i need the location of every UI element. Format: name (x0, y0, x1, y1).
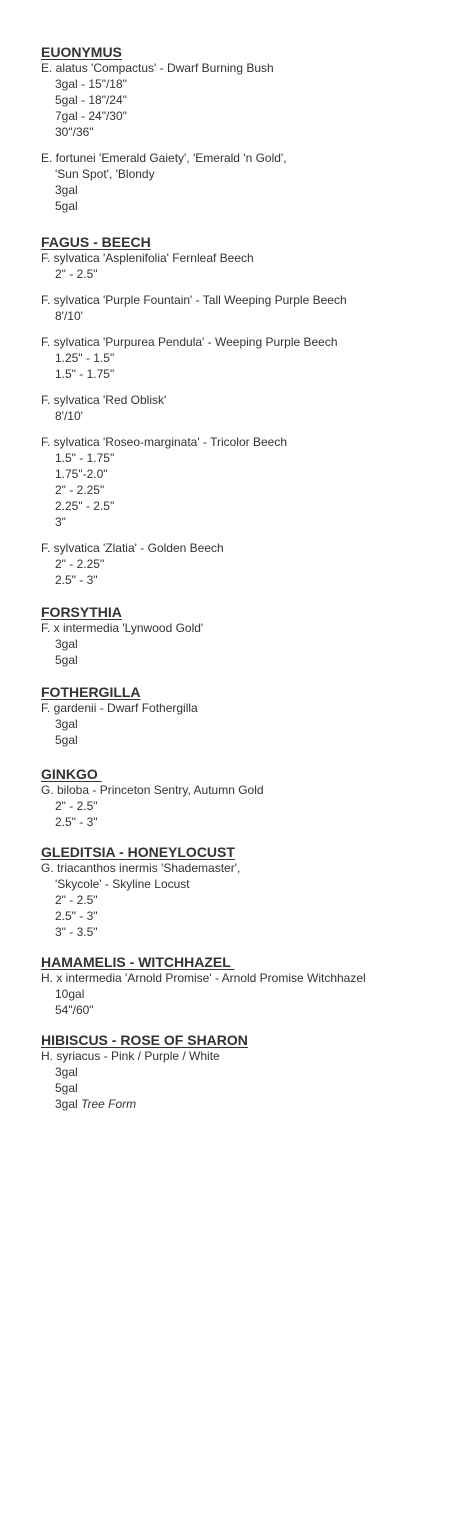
genus-heading: HAMAMELIS - WITCHHAZEL (41, 954, 235, 970)
plant-size (41, 1002, 442, 1018)
plant-size (41, 450, 442, 466)
genus-section (41, 954, 442, 1018)
genus-section (41, 44, 442, 214)
genus-heading: FAGUS - BEECH (41, 234, 151, 250)
size-value: 3gal (55, 1097, 78, 1111)
plant-entry (41, 700, 442, 748)
size-value: 5gal (55, 653, 78, 667)
plant-size (41, 814, 442, 830)
size-value: 3gal (55, 717, 78, 731)
plant-entry (41, 60, 442, 140)
plant-size (41, 108, 442, 124)
genus-heading: GINKGO (41, 766, 102, 782)
nursery-plant-list (41, 28, 442, 1112)
plant-size (41, 798, 442, 814)
size-value: 2.5" - 3" (55, 909, 98, 923)
plant-size (41, 350, 442, 366)
plant-size (41, 514, 442, 530)
size-value: 3" (55, 515, 66, 529)
plant-size (41, 182, 442, 198)
size-value: 2.25" - 2.5" (55, 499, 115, 513)
genus-section (41, 1032, 442, 1112)
plant-entry (41, 250, 442, 282)
size-value: 3gal - 15"/18" (55, 77, 127, 91)
plant-size (41, 76, 442, 92)
plant-size (41, 482, 442, 498)
plant-size (41, 924, 442, 940)
plant-entry (41, 334, 442, 382)
plant-entry (41, 620, 442, 668)
size-value: 30"/36" (55, 125, 94, 139)
size-value: 1.5" - 1.75" (55, 367, 115, 381)
plant-name: F. sylvatica 'Asplenifolia' Fernleaf Beech (41, 251, 254, 265)
genus-section (41, 766, 442, 830)
size-value: 2" - 2.5" (55, 893, 98, 907)
plant-size (41, 408, 442, 424)
size-value: 2.5" - 3" (55, 573, 98, 587)
plant-size (41, 716, 442, 732)
size-value: 3gal (55, 1065, 78, 1079)
plant-size (41, 124, 442, 140)
size-value: 2" - 2.5" (55, 799, 98, 813)
genus-section (41, 234, 442, 588)
plant-entry (41, 434, 442, 530)
plant-name: F. sylvatica 'Zlatia' - Golden Beech (41, 541, 224, 555)
plant-name: F. sylvatica 'Red Oblisk' (41, 393, 167, 407)
size-value: 1.5" - 1.75" (55, 451, 115, 465)
size-value: 8'/10' (55, 309, 83, 323)
size-value: 2" - 2.25" (55, 557, 105, 571)
plant-entry (41, 1048, 442, 1112)
plant-size (41, 636, 442, 652)
plant-size (41, 498, 442, 514)
size-value: 2" - 2.25" (55, 483, 105, 497)
plant-size (41, 572, 442, 588)
genus-section (41, 684, 442, 748)
size-value: 2" - 2.5" (55, 267, 98, 281)
plant-name: F. gardenii - Dwarf Fothergilla (41, 701, 198, 715)
plant-size (41, 1080, 442, 1096)
plant-size (41, 466, 442, 482)
plant-size (41, 892, 442, 908)
size-value: 3" - 3.5" (55, 925, 98, 939)
plant-entry (41, 392, 442, 424)
size-value: 1.25" - 1.5" (55, 351, 115, 365)
plant-name: F. sylvatica 'Purple Fountain' - Tall Weeping Purple Beech (41, 293, 347, 307)
plant-entry (41, 860, 442, 940)
plant-entry (41, 292, 442, 324)
plant-name: E. fortunei 'Emerald Gaiety', 'Emerald 'n Gold', (41, 151, 287, 165)
plant-size (41, 1096, 442, 1112)
plant-name: H. syriacus - Pink / Purple / White (41, 1049, 220, 1063)
size-value: 1.75"-2.0" (55, 467, 108, 481)
plant-name: G. biloba - Princeton Sentry, Autumn Gold (41, 783, 264, 797)
plant-entry (41, 970, 442, 1018)
plant-entry (41, 782, 442, 830)
size-value: 5gal (55, 199, 78, 213)
size-value: 5gal (55, 1081, 78, 1095)
size-value: 5gal (55, 733, 78, 747)
size-value: 3gal (55, 183, 78, 197)
plant-size (41, 366, 442, 382)
plant-size (41, 652, 442, 668)
plant-size (41, 92, 442, 108)
size-value: 54"/60" (55, 1003, 94, 1017)
plant-size (41, 198, 442, 214)
plant-name: F. sylvatica 'Purpurea Pendula' - Weeping Purple Beech (41, 335, 338, 349)
size-value: 10gal (55, 987, 85, 1001)
plant-size (41, 908, 442, 924)
plant-size (41, 732, 442, 748)
plant-name: 'Sun Spot', 'Blondy (55, 167, 155, 181)
plant-size (41, 1064, 442, 1080)
genus-heading: FORSYTHIA (41, 604, 122, 620)
plant-name: 'Skycole' - Skyline Locust (55, 877, 190, 891)
size-value: 5gal - 18"/24" (55, 93, 127, 107)
size-value: 7gal - 24"/30" (55, 109, 127, 123)
plant-size (41, 986, 442, 1002)
plant-name: H. x intermedia 'Arnold Promise' - Arnold Promise Witchhazel (41, 971, 366, 985)
plant-size (41, 266, 442, 282)
size-value: 8'/10' (55, 409, 83, 423)
plant-name: E. alatus 'Compactus' - Dwarf Burning Bush (41, 61, 274, 75)
genus-heading: EUONYMUS (41, 44, 122, 60)
plant-size (41, 556, 442, 572)
plant-name: G. triacanthos inermis 'Shademaster', (41, 861, 241, 875)
size-value: 2.5" - 3" (55, 815, 98, 829)
plant-size (41, 308, 442, 324)
genus-section (41, 844, 442, 940)
genus-section (41, 604, 442, 668)
genus-heading: HIBISCUS - ROSE OF SHARON (41, 1032, 248, 1048)
size-note: Tree Form (81, 1097, 137, 1111)
plant-name: F. x intermedia 'Lynwood Gold' (41, 621, 204, 635)
plant-entry (41, 540, 442, 588)
plant-entry (41, 150, 442, 214)
plant-name: F. sylvatica 'Roseo-marginata' - Tricolor Beech (41, 435, 288, 449)
size-value: 3gal (55, 637, 78, 651)
genus-heading: FOTHERGILLA (41, 684, 141, 700)
genus-heading: GLEDITSIA - HONEYLOCUST (41, 844, 235, 860)
